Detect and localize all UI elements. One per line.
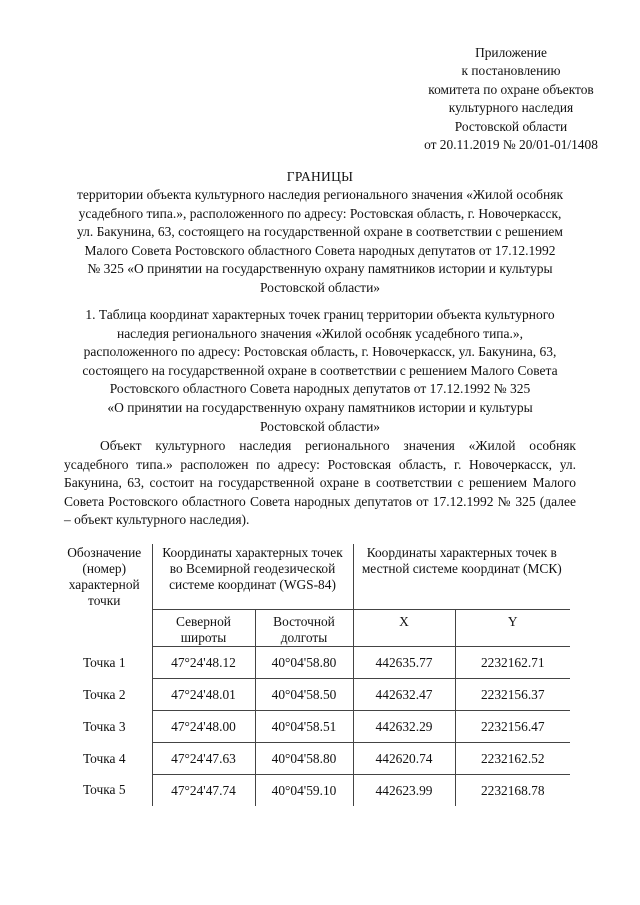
appendix-line: от 20.11.2019 № 20/01-01/1408 xyxy=(424,137,598,153)
x-cell: 442623.99 xyxy=(353,775,455,807)
header-wgs: Координаты характерных точек во Всемирной геодезической системе координат (WGS-84) xyxy=(152,544,353,610)
header-y: Y xyxy=(455,610,570,647)
longitude-cell: 40°04'58.51 xyxy=(255,711,353,743)
point-name: Точка 4 xyxy=(82,750,126,766)
subtitle-line: Малого Совета Ростовского областного Совета народных депутатов от 17.12.1992 xyxy=(84,242,556,258)
latitude-cell: 47°24'48.01 xyxy=(152,679,255,711)
document-subtitle xyxy=(50,186,590,298)
latitude-cell: 47°24'48.12 xyxy=(152,647,255,679)
table-row xyxy=(57,647,570,679)
y-cell: 2232162.71 xyxy=(455,647,570,679)
y-cell: 2232156.47 xyxy=(455,711,570,743)
longitude-cell: 40°04'59.10 xyxy=(255,775,353,807)
subtitle-line: усадебного типа.», расположенного по адресу: Ростовская область, г. Новочеркасск, xyxy=(78,205,562,221)
x-cell: 442632.29 xyxy=(353,711,455,743)
appendix-line: Ростовской области xyxy=(454,118,568,134)
header-x: X xyxy=(353,610,455,647)
latitude-cell: 47°24'47.74 xyxy=(152,775,255,807)
subtitle-line: территории объекта культурного наследия регионального значения «Жилой особняк xyxy=(76,187,564,202)
appendix-line: Приложение xyxy=(475,45,547,60)
header-longitude: Восточной долготы xyxy=(255,610,353,647)
table-row xyxy=(57,743,570,775)
header-blank xyxy=(57,610,152,647)
header-latitude: Северной широты xyxy=(152,610,255,647)
coordinates-table xyxy=(57,544,570,806)
section-line: «О принятии на государственную охрану памятников истории и культуры xyxy=(107,399,533,415)
section-heading xyxy=(50,306,590,436)
point-name: Точка 3 xyxy=(82,718,126,734)
section-line: расположенного по адресу: Ростовская область, г. Новочеркасск, ул. Бакунина, 63, xyxy=(83,344,557,360)
longitude-cell: 40°04'58.80 xyxy=(255,743,353,775)
header-msk: Координаты характерных точек в местной системе координат (МСК) xyxy=(353,544,570,610)
y-cell: 2232162.52 xyxy=(455,743,570,775)
table-row xyxy=(57,775,570,807)
y-cell: 2232168.78 xyxy=(455,775,570,807)
point-name: Точка 5 xyxy=(82,782,126,798)
section-line: 1. Таблица координат характерных точек границ территории объекта культурного xyxy=(85,307,555,322)
y-cell: 2232156.37 xyxy=(455,679,570,711)
section-line: наследия регионального значения «Жилой особняк усадебного типа.», xyxy=(116,325,524,341)
x-cell: 442635.77 xyxy=(353,647,455,679)
longitude-cell: 40°04'58.50 xyxy=(255,679,353,711)
latitude-cell: 47°24'47.63 xyxy=(152,743,255,775)
section-line: Ростовского областного Совета народных депутатов от 17.12.1992 № 325 xyxy=(109,381,531,397)
table-row xyxy=(57,679,570,711)
point-name: Точка 2 xyxy=(82,686,126,702)
section-line: состоящего на государственной охране в соответствии с решением Малого Совета xyxy=(82,362,558,378)
subtitle-line: ул. Бакунина, 63, состоящего на государственной охране в соответствии с решением xyxy=(77,224,563,240)
x-cell: 442632.47 xyxy=(353,679,455,711)
point-name: Точка 1 xyxy=(82,654,126,670)
x-cell: 442620.74 xyxy=(353,743,455,775)
latitude-cell: 47°24'48.00 xyxy=(152,711,255,743)
appendix-block xyxy=(395,44,627,154)
document-title: ГРАНИЦЫ xyxy=(286,169,354,184)
table-row xyxy=(57,711,570,743)
section-line: Ростовской области» xyxy=(259,418,381,434)
appendix-line: комитета по охране объектов xyxy=(428,81,594,97)
appendix-line: культурного наследия xyxy=(448,100,574,116)
longitude-cell: 40°04'58.80 xyxy=(255,647,353,679)
subtitle-line: № 325 «О принятии на государственную охрану памятников истории и культуры xyxy=(87,261,553,277)
appendix-line: к постановлению xyxy=(461,63,561,79)
subtitle-line: Ростовской области» xyxy=(259,279,381,295)
header-point: Обозначение (номер) характерной точки xyxy=(67,545,142,608)
body-paragraph: Объект культурного наследия регионального значения «Жилой особняк усадебного типа.» расположен по адресу: Ростовская область, г. Новочеркасск, ул. Бакунина, 63, состоит на государственной охране в соответствии с решением Малого Совета Ростовского областного Совета народных депутатов от 17.12.1992 № 325 (далее – объект культурного наследия). xyxy=(64,438,576,528)
